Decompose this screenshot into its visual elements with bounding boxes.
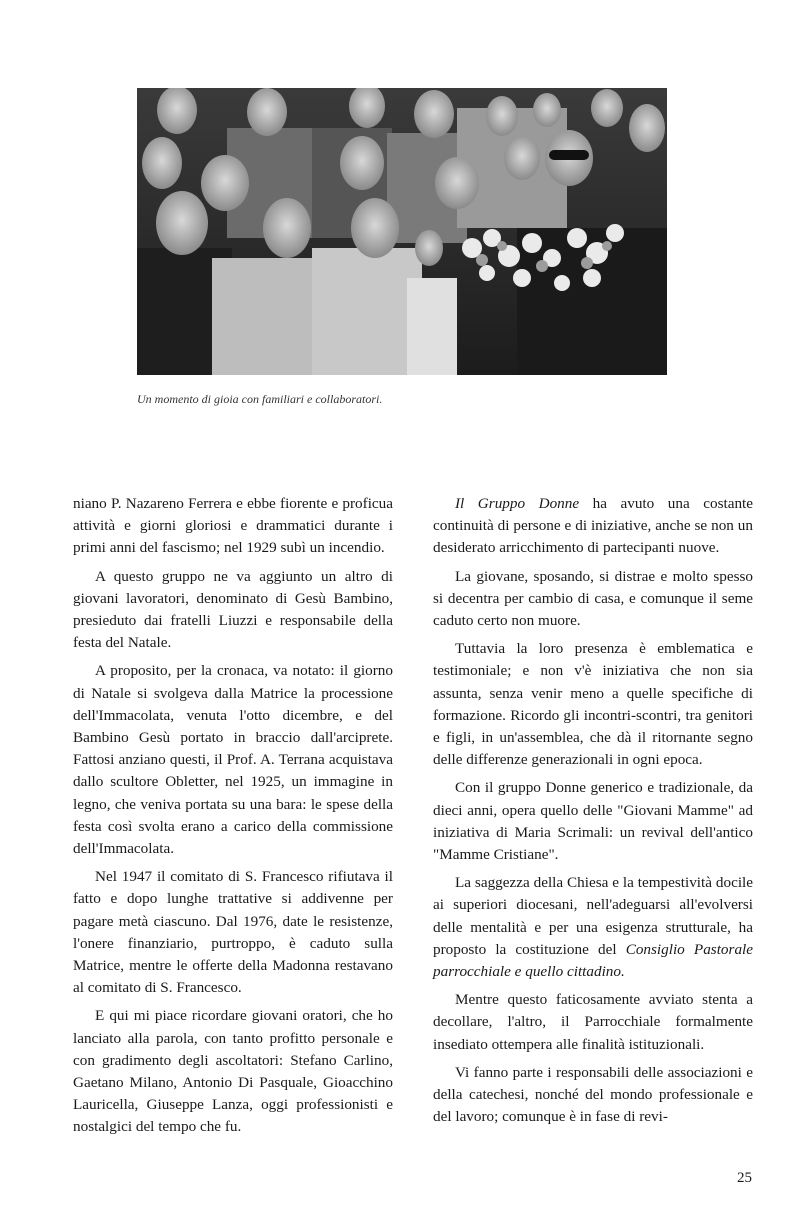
page-number: 25 — [737, 1170, 752, 1186]
paragraph: La giovane, sposando, si distrae e molto spesso si decentra per cambio di casa, e comunque il seme caduto certo non muore. — [433, 567, 753, 630]
italic-phrase: Consiglio Pastorale parrocchiale e quello cittadino. — [433, 940, 753, 981]
paragraph — [433, 493, 753, 560]
paragraph: Con il gruppo Donne generico e tradizionale, da dieci anni, opera quello delle "Giovani Mamme" ad iniziativa di Maria Scrimali: un revival dell'antico "Mamme Cristiane". — [433, 779, 753, 864]
paragraph — [433, 872, 753, 983]
paragraph: E qui mi piace ricordare giovani oratori, che ho lanciato alla parola, con tanto profitto personale e con gradimento degli ascoltatori: Stefano Carlino, Gaetano Milano, Antonio Di Pasquale, Gioacchino Lauricella, Giuseppe Lanza, oggi professionisti e nostalgici del tempo che fu. — [73, 1007, 393, 1136]
paragraph: A proposito, per la cronaca, va notato: il giorno di Natale si svolgeva dalla Matrice la processione dell'Immacolata, venuta l'otto dicembre, e del Bambino Gesù portato in braccio dall'arciprete. Fattosi anziano questi, il Prof. A. Terrana acquistava dallo scultore Obletter, nel 1925, un immagine in legno, che veniva portata su una bara: le spese della festa così svolta erano a carico della commissione dell'Immacolata. — [73, 662, 393, 858]
paragraph: Nel 1947 il comitato di S. Francesco rifiutava il fatto e dopo lunghe trattative si addivenne per pagare metà ciascuno. Dal 1976, date le resistenze, l'onere finanziario, purtroppo, è caduto sulla Matrice, mentre le offerte della Madonna restavano al comitato di S. Francesco. — [73, 868, 393, 997]
left-column — [73, 493, 393, 1145]
paragraph-text: La saggezza della Chiesa e la tempestività docile ai superiori diocesani, nell'adeguarsi all'evolversi delle mentalità e per una esigenza strutturale, ha proposto la costituzione del — [433, 874, 753, 958]
group-photo-image — [137, 88, 667, 375]
italic-heading: Il Gruppo Donne — [455, 495, 580, 512]
right-column — [433, 493, 753, 1134]
paragraph: Tuttavia la loro presenza è emblematica e testimoniale; e non v'è iniziativa che non sia assunta, senza venir meno a quelle specifiche di formazione. Ricordo gli incontri-scontri, tra genitori e figli, in un'assemblea, che dà il ritornante segno delle differenze generazionali in ogni epoca. — [433, 640, 753, 769]
paragraph: Vi fanno parte i responsabili delle associazioni e della catechesi, nonché del mondo professionale e del lavoro; comunque è in fase di revi- — [433, 1063, 753, 1126]
paragraph: niano P. Nazareno Ferrera e ebbe fiorente e proficua attività e giorni gloriosi e drammatici durante i primi anni del fascismo; nel 1929 subì un incendio. — [73, 495, 393, 557]
photo-caption: Un momento di gioia con familiari e collaboratori. — [137, 392, 383, 406]
paragraph: A questo gruppo ne va aggiunto un altro di giovani lavoratori, denominato di Gesù Bambino, presieduto dai fratelli Liuzzi e responsabile della festa del Natale. — [73, 567, 393, 652]
paragraph-text: ha avuto una costante continuità di persone e di iniziative, anche se non un desiderato arricchimento di partecipanti nuove. — [433, 495, 753, 557]
group-photo — [137, 88, 667, 375]
paragraph: Mentre questo faticosamente avviato stenta a decollare, l'altro, il Parrocchiale formalmente insediato ottempera alle finalità istituzionali. — [433, 991, 753, 1053]
